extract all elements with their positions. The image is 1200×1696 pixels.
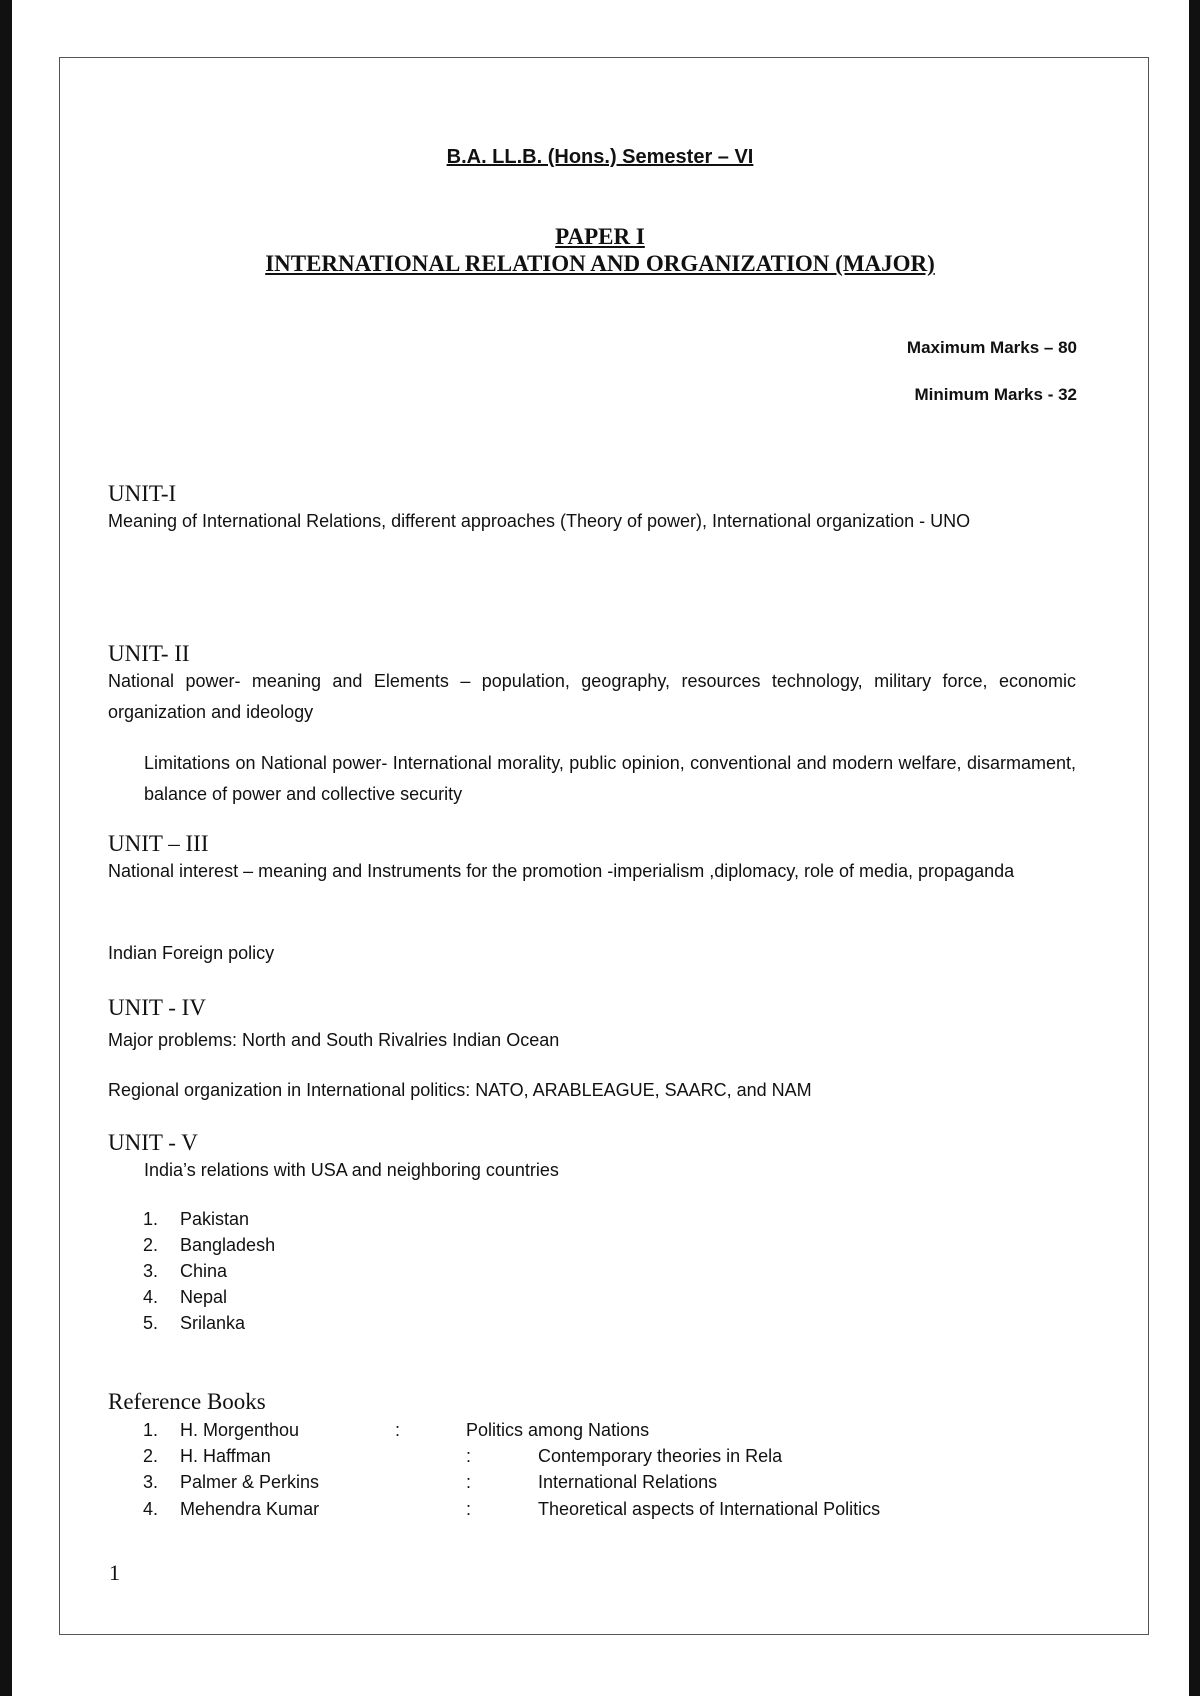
reference-separator: : xyxy=(395,1420,401,1440)
country-list-item: Bangladesh xyxy=(180,1235,276,1255)
unit-3-paragraph-2: Indian Foreign policy xyxy=(108,943,275,963)
unit-2-paragraph-2: Limitations on National power- International morality, public opinion, conventional and modern welfare, disarmament, balance of power and collective security xyxy=(144,753,1076,804)
reference-author: Palmer & Perkins xyxy=(180,1472,320,1492)
unit-1-heading: UNIT-I xyxy=(108,481,177,506)
country-list-item: Nepal xyxy=(180,1287,228,1307)
country-list-number: 1. xyxy=(143,1209,159,1229)
unit-5-paragraph-1: India’s relations with USA and neighboring countries xyxy=(144,1160,559,1180)
unit-5-heading: UNIT - V xyxy=(108,1130,198,1155)
country-list-item: Pakistan xyxy=(180,1209,250,1229)
reference-separator: : xyxy=(466,1446,472,1466)
country-list-item: Srilanka xyxy=(180,1313,246,1333)
reference-author: H. Morgenthou xyxy=(180,1420,300,1440)
country-list-number: 5. xyxy=(143,1313,159,1333)
unit-3-paragraph-1: National interest – meaning and Instruments for the promotion -imperialism ,diplomacy, role of media, propaganda xyxy=(108,861,1015,881)
maximum-marks: Maximum Marks – 80 xyxy=(906,338,1077,357)
reference-author: H. Haffman xyxy=(180,1446,271,1466)
reference-separator: : xyxy=(466,1499,472,1519)
reference-number: 1. xyxy=(143,1420,159,1440)
page-number: 1 xyxy=(109,1560,120,1585)
reference-separator: : xyxy=(466,1472,472,1492)
reference-title: International Relations xyxy=(538,1472,718,1492)
reference-title: Theoretical aspects of International Politics xyxy=(538,1499,881,1519)
subject-title: INTERNATIONAL RELATION AND ORGANIZATION (MAJOR) xyxy=(265,251,935,276)
unit-4-paragraph-1: Major problems: North and South Rivalries Indian Ocean xyxy=(108,1030,560,1050)
reference-number: 2. xyxy=(143,1446,159,1466)
reference-author: Mehendra Kumar xyxy=(180,1499,320,1519)
paper-number: PAPER I xyxy=(555,224,645,249)
course-title: B.A. LL.B. (Hons.) Semester – VI xyxy=(446,146,754,168)
country-list-number: 4. xyxy=(143,1287,159,1307)
minimum-marks: Minimum Marks - 32 xyxy=(914,385,1077,404)
country-list-number: 3. xyxy=(143,1261,159,1281)
unit-1-paragraph-1: Meaning of International Relations, different approaches (Theory of power), International organization - UNO xyxy=(108,511,971,531)
reference-title: Politics among Nations xyxy=(466,1420,650,1440)
country-list-number: 2. xyxy=(143,1235,159,1255)
reference-title: Contemporary theories in Rela xyxy=(538,1446,783,1466)
unit-3-heading: UNIT – III xyxy=(108,831,209,856)
unit-4-heading: UNIT - IV xyxy=(108,995,206,1020)
reference-number: 4. xyxy=(143,1499,159,1519)
unit-2-paragraph-1: National power- meaning and Elements – population, geography, resources technology, military force, economic organization and ideology xyxy=(108,671,1076,722)
references-heading: Reference Books xyxy=(108,1389,266,1414)
reference-number: 3. xyxy=(143,1472,159,1492)
country-list-item: China xyxy=(180,1261,228,1281)
unit-2-heading: UNIT- II xyxy=(108,641,190,666)
unit-4-paragraph-2: Regional organization in International politics: NATO, ARABLEAGUE, SAARC, and NAM xyxy=(108,1080,812,1100)
